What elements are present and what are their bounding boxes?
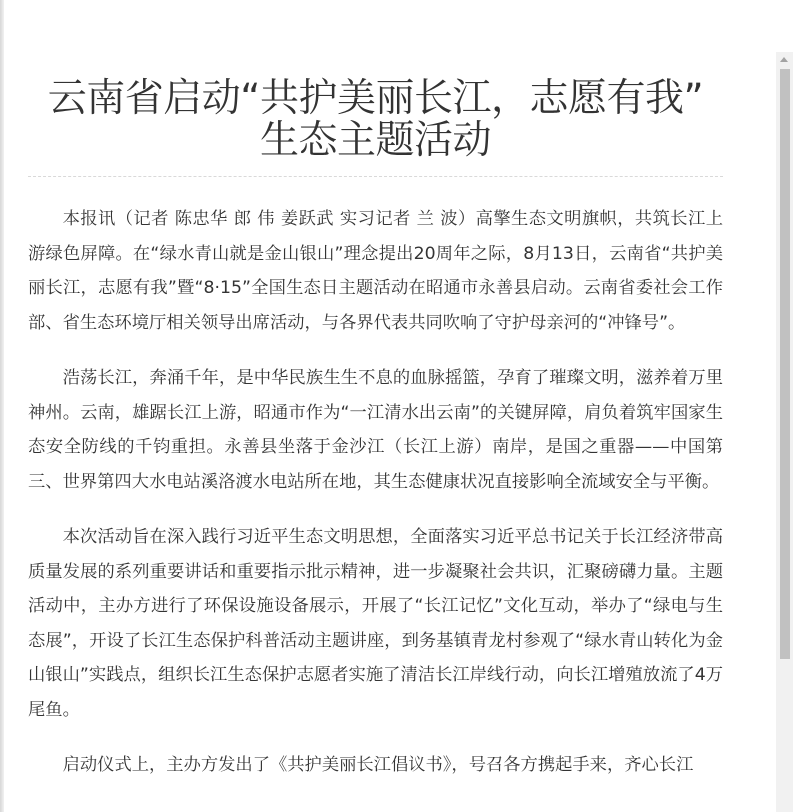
article-paragraph-3: 本次活动旨在深入践行习近平生态文明思想，全面落实习近平总书记关于长江经济带高质量发展的系列重要讲话和重要指示批示精神，进一步凝聚社会共识，汇聚磅礴力量。主题活动中，主办方进行了环保设施设备展示，开展了“长江记忆”文化互动，举办了“绿电与生态展”，开设了长江生态保护科普活动主题讲座，到务基镇青龙村参观了“绿水青山转化为金山银山”实践点，组织长江生态保护志愿者实施了清洁长江岸线行动，向长江增殖放流了4万尾鱼。 xyxy=(28,527,723,720)
scrollbar-thumb[interactable] xyxy=(780,69,790,659)
article-paragraph-1: 本报讯（记者 陈忠华 郎 伟 姜跃武 实习记者 兰 波）高擎生态文明旗帜，共筑长江上游绿色屏障。在“绿水青山就是金山银山”理念提出20周年之际，8月13日，云南省“共护美丽长江，志愿有我”暨“8·15”全国生态日主题活动在昭通市永善县启动。云南省委社会工作部、省生态环境厅相关领导出席活动，与各界代表共同吹响了守护母亲河的“冲锋号”。 xyxy=(28,209,723,333)
article-paragraph-4: 启动仪式上，主办方发出了《共护美丽长江倡议书》，号召各方携起手来，齐心长江 xyxy=(62,755,694,775)
article-title-line-1: 云南省启动“共护美丽长江，志愿有我” xyxy=(47,76,704,121)
article xyxy=(28,0,723,804)
scroll-up-arrow-icon[interactable] xyxy=(780,57,788,62)
article-paragraph-2: 浩荡长江，奔涌千年，是中华民族生生不息的血脉摇篮，孕育了璀璨文明，滋养着万里神州。云南，雄踞长江上游，昭通市作为“一江清水出云南”的关键屏障，肩负着筑牢国家生态安全防线的千钧重担。永善县坐落于金沙江（长江上游）南岸，是国之重器——中国第三、世界第四大水电站溪洛渡水电站所在地，其生态健康状况直接影响全流域安全与平衡。 xyxy=(28,368,723,492)
title-divider xyxy=(28,176,723,177)
vertical-scrollbar[interactable] xyxy=(776,52,793,812)
article-title-line-2: 生态主题活动 xyxy=(259,118,491,163)
article-title xyxy=(28,78,723,162)
article-body xyxy=(28,202,723,783)
window-left-edge xyxy=(0,0,4,812)
